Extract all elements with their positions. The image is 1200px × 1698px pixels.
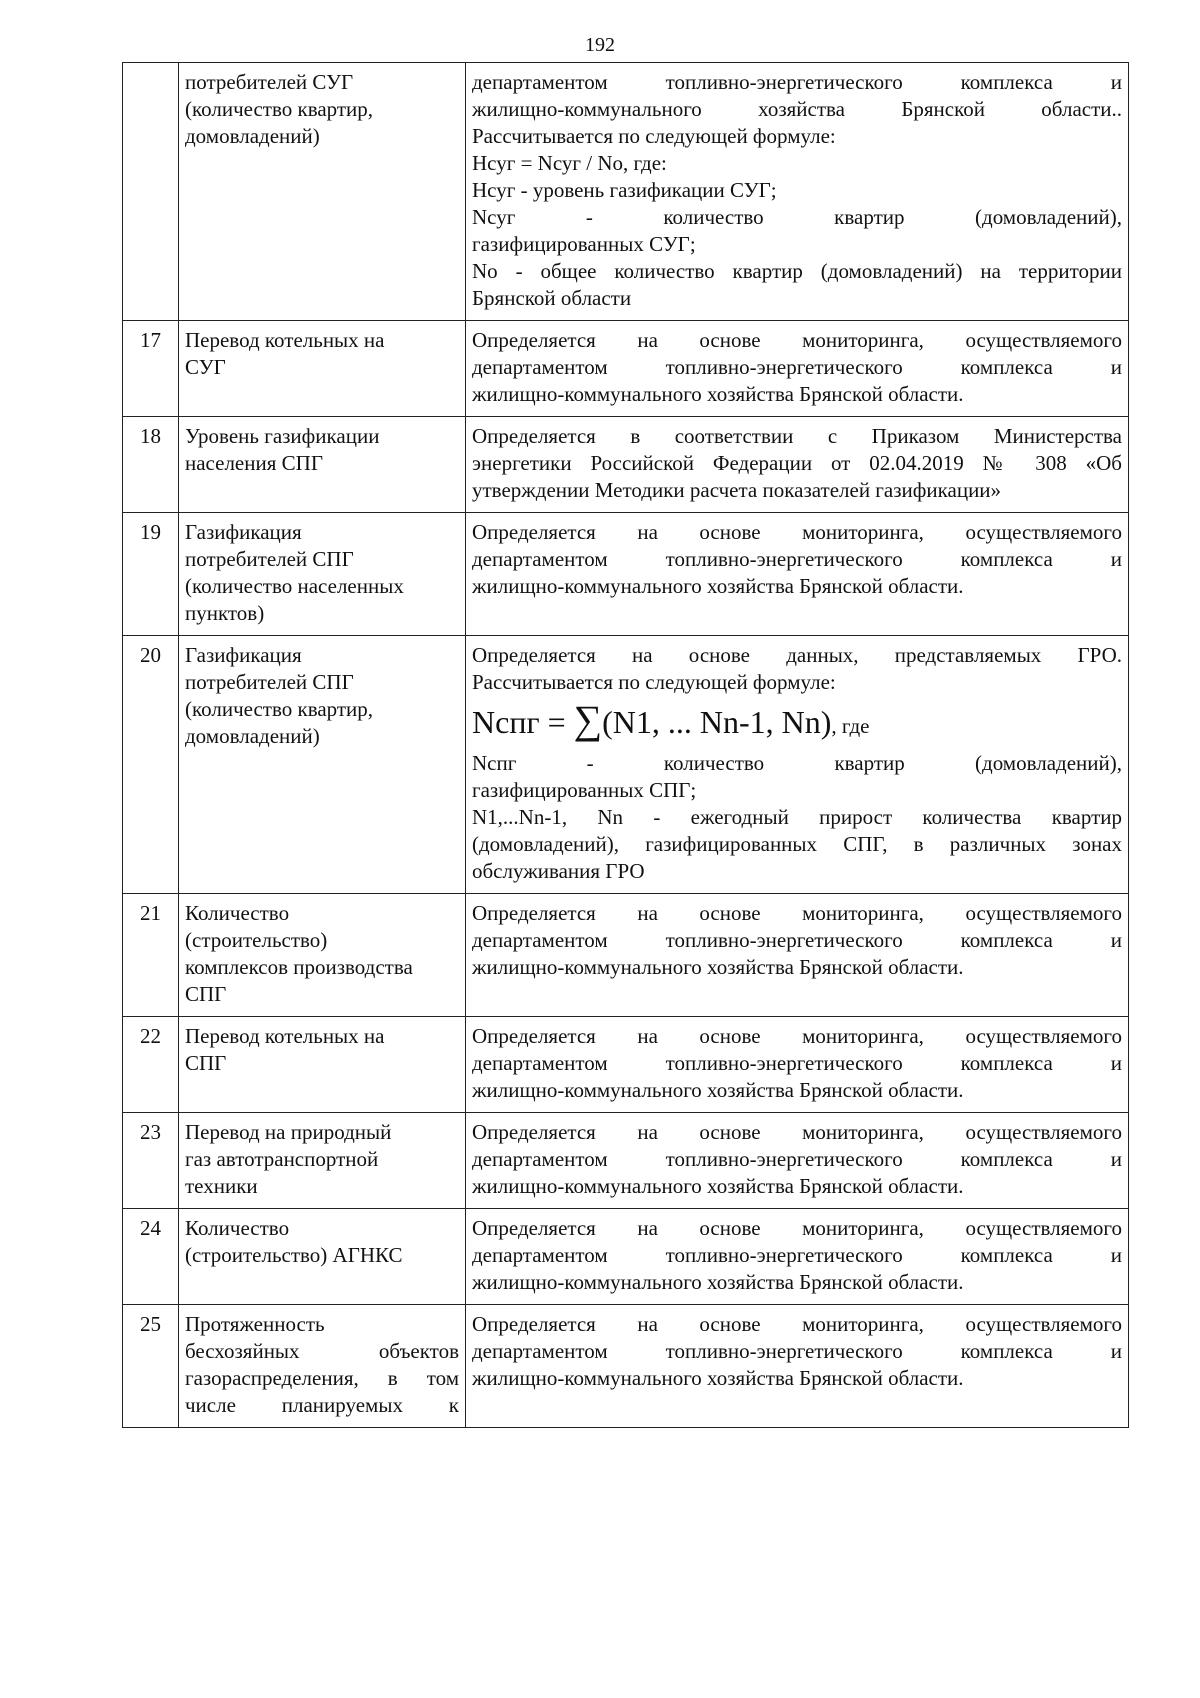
method-description-line: жилищно-коммунального хозяйства Брянской области. [472,1270,964,1294]
indicator-name-line: Перевод на природный [185,1120,392,1144]
method-description-cell [466,321,1129,417]
indicator-name-cell [179,1305,466,1428]
formula-lhs: Nспг = [472,704,574,740]
table-row [123,1209,1129,1305]
method-description-line: Рассчитывается по следующей формуле: [472,124,836,148]
indicator-name-line: газ автотранспортной [185,1147,379,1171]
indicator-name-line: (строительство) АГНКС [185,1243,403,1267]
method-description-cell [466,1017,1129,1113]
method-description-line: Определяется на основе мониторинга, осуществляемого [472,1120,1122,1144]
indicator-name-line: комплексов производства [185,955,413,979]
method-description-line: Определяется на основе мониторинга, осуществляемого [472,520,1122,544]
indicator-name-cell [179,417,466,513]
method-description-cell [466,1113,1129,1209]
row-number: 19 [123,513,179,636]
method-description-line: департаментом топливно-энергетического комплекса и [472,355,1122,379]
indicator-name-line: (количество квартир, [185,97,374,121]
indicator-name-line: потребителей СПГ [185,670,354,694]
method-description-line: No - общее количество квартир (домовладений) на территории [472,259,1122,283]
indicator-name-cell [179,513,466,636]
indicator-name-line: Перевод котельных на [185,1024,385,1048]
indicator-name-line: газораспределения, в том [185,1366,459,1390]
table-body [123,63,1129,1428]
method-description-cell [466,513,1129,636]
method-description-line: департаментом топливно-энергетического комплекса и [472,1243,1122,1267]
formula-args: (N1, ... Nn-1, Nn) [602,704,832,740]
row-number: 18 [123,417,179,513]
sum-symbol: ∑ [573,697,603,742]
method-description-line: Определяется на основе мониторинга, осуществляемого [472,1216,1122,1240]
table-row [123,1305,1129,1428]
method-description-line: Нсуг = Nсуг / No, где: [472,151,667,175]
method-description-line: обслуживания ГРО [472,859,645,883]
method-description-line: жилищно-коммунального хозяйства Брянской области. [472,955,964,979]
method-description-cell [466,636,1129,894]
method-description-line: Брянской области [472,286,632,310]
method-description-line: Nсуг - количество квартир (домовладений), [472,205,1122,229]
indicator-name-cell [179,1209,466,1305]
method-description-line: Нсуг - уровень газификации СУГ; [472,178,777,202]
method-description-line: Определяется в соответствии с Приказом Министерства [472,424,1122,448]
method-description-cell [466,1209,1129,1305]
indicator-name-line: СПГ [185,982,227,1006]
indicator-name-line: СУГ [185,355,226,379]
method-description-line: Определяется на основе мониторинга, осуществляемого [472,328,1122,352]
indicator-name-line: домовладений) [185,724,320,748]
indicator-name-cell [179,894,466,1017]
method-description-line: жилищно-коммунального хозяйства Брянской области. [472,382,964,406]
method-description-line: Рассчитывается по следующей формуле: [472,670,836,694]
indicator-name-cell [179,321,466,417]
method-description-cell [466,1305,1129,1428]
method-description-line: департаментом топливно-энергетического комплекса и [472,547,1122,571]
indicator-name-line: (количество населенных [185,574,404,598]
method-description-line: Nспг - количество квартир (домовладений), [472,751,1122,775]
table-row [123,1113,1129,1209]
method-description-line: (домовладений), газифицированных СПГ, в различных зонах [472,832,1122,856]
method-description-cell [466,894,1129,1017]
table-row [123,417,1129,513]
indicator-name-line: Количество [185,901,290,925]
table-row [123,321,1129,417]
method-description-line: жилищно-коммунального хозяйства Брянской области. [472,1174,964,1198]
row-number [123,63,179,321]
method-description-line: департаментом топливно-энергетического комплекса и [472,1147,1122,1171]
indicator-name-line: (строительство) [185,928,328,952]
indicator-name-line: Уровень газификации [185,424,380,448]
method-description-line: утверждении Методики расчета показателей газификации» [472,478,1002,502]
method-description-line: N1,...Nn-1, Nn - ежегодный прирост количества квартир [472,805,1122,829]
table-row [123,63,1129,321]
indicator-name-line: домовладений) [185,124,320,148]
indicator-name-line: населения СПГ [185,451,323,475]
method-description-line: Определяется на основе мониторинга, осуществляемого [472,1024,1122,1048]
method-description-line: жилищно-коммунального хозяйства Брянской области. [472,1078,964,1102]
indicator-name-line: техники [185,1174,258,1198]
method-description-line: департаментом топливно-энергетического комплекса и [472,1051,1122,1075]
method-description-line: Определяется на основе мониторинга, осуществляемого [472,1312,1122,1336]
method-description-line: Определяется на основе данных, представляемых ГРО. [472,643,1122,667]
row-number: 17 [123,321,179,417]
row-number: 22 [123,1017,179,1113]
method-description-line: департаментом топливно-энергетического комплекса и [472,928,1122,952]
indicator-name-line: числе планируемых к [185,1393,459,1417]
indicator-name-cell [179,636,466,894]
indicator-name-cell [179,1017,466,1113]
method-description-line: газифицированных СПГ; [472,778,697,802]
indicator-name-cell [179,1113,466,1209]
indicator-name-line: СПГ [185,1051,227,1075]
table-row [123,894,1129,1017]
table-row [123,636,1129,894]
method-description-line: газифицированных СУГ; [472,232,696,256]
indicator-name-line: (количество квартир, [185,697,374,721]
row-number: 24 [123,1209,179,1305]
formula [472,698,1122,748]
indicator-table [122,62,1129,1428]
method-description-cell [466,63,1129,321]
method-description-line: Определяется на основе мониторинга, осуществляемого [472,901,1122,925]
indicator-name-line: потребителей СПГ [185,547,354,571]
indicator-name-line: Протяженность [185,1312,325,1336]
method-description-line: жилищно-коммунального хозяйства Брянской области. [472,574,964,598]
indicator-name-line: Газификация [185,643,302,667]
row-number: 20 [123,636,179,894]
method-description-line: жилищно-коммунального хозяйства Брянской области. [472,1366,964,1390]
method-description-cell [466,417,1129,513]
row-number: 25 [123,1305,179,1428]
indicator-name-line: пунктов) [185,601,265,625]
method-description-line: департаментом топливно-энергетического комплекса и [472,1339,1122,1363]
table-row [123,513,1129,636]
indicator-name-line: потребителей СУГ [185,70,354,94]
page-number: 192 [585,34,615,56]
row-number: 23 [123,1113,179,1209]
method-description-line: департаментом топливно-энергетического комплекса и [472,70,1122,94]
indicator-name-line: Перевод котельных на [185,328,385,352]
row-number: 21 [123,894,179,1017]
indicator-name-line: Количество [185,1216,290,1240]
indicator-name-cell [179,63,466,321]
method-description-line: энергетики Российской Федерации от 02.04.2019 № 308 «Об [472,451,1122,475]
formula-where: , где [831,714,870,738]
method-description-line: жилищно-коммунального хозяйства Брянской области.. [472,97,1122,121]
indicator-name-line: Газификация [185,520,302,544]
table-row [123,1017,1129,1113]
indicator-name-line: бесхозяйных объектов [185,1339,459,1363]
